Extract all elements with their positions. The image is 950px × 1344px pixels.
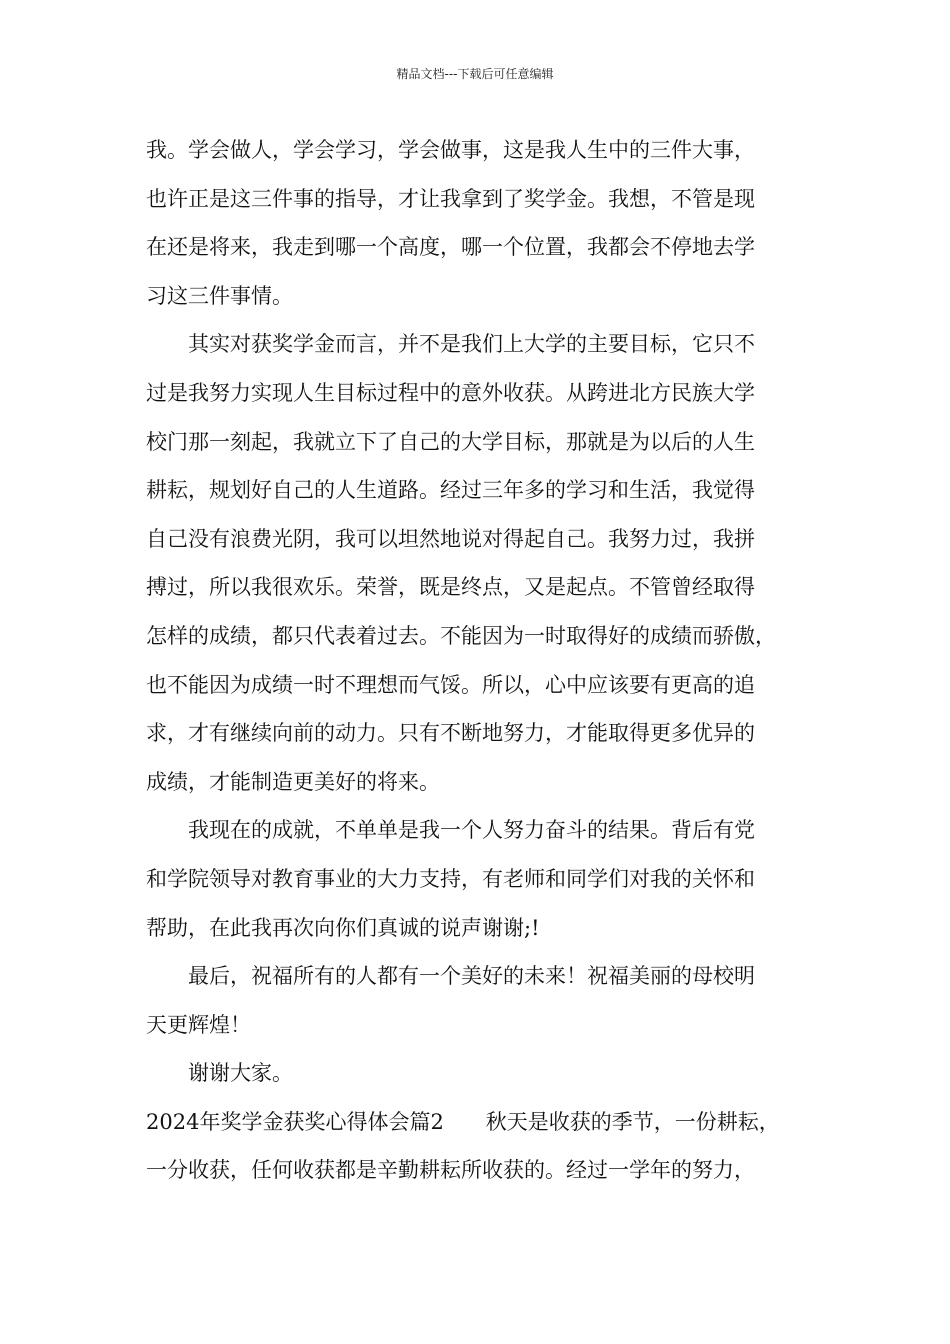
paragraph-6 xyxy=(146,1098,826,1195)
paragraph-4 xyxy=(146,952,826,1049)
page-header: 精品文档---下载后可任意编辑 xyxy=(396,67,554,81)
text-line: 和学院领导对教育事业的大力支持，有老师和同学们对我的关怀和 xyxy=(146,866,755,891)
text-line: 搏过，所以我很欢乐。荣誉，既是终点，又是起点。不管曾经取得 xyxy=(146,575,755,600)
text-line: 其实对获奖学金而言，并不是我们上大学的主要目标，它只不 xyxy=(188,332,755,357)
text-line: 校门那一刻起，我就立下了自己的大学目标，那就是为以后的人生 xyxy=(146,429,755,454)
text-line: 我现在的成就，不单单是我一个人努力奋斗的结果。背后有党 xyxy=(188,818,755,843)
text-line: 2024年奖学金获奖心得体会篇2 秋天是收获的季节，一份耕耘， xyxy=(146,1109,780,1134)
text-line: 求，才有继续向前的动力。只有不断地努力，才能取得更多优异的 xyxy=(146,721,755,746)
text-line: 谢谢大家。 xyxy=(188,1061,293,1086)
text-line: 成绩，才能制造更美好的将来。 xyxy=(146,769,440,794)
text-line: 怎样的成绩，都只代表着过去。不能因为一时取得好的成绩而骄傲， xyxy=(146,623,776,648)
paragraph-3 xyxy=(146,806,826,952)
text-line: 自己没有浪费光阴，我可以坦然地说对得起自己。我努力过，我拼 xyxy=(146,526,755,551)
text-line: 过是我努力实现人生目标过程中的意外收获。从跨进北方民族大学 xyxy=(146,380,755,405)
text-line: 最后，祝福所有的人都有一个美好的未来！祝福美丽的母校明 xyxy=(188,964,755,989)
text-line: 天更辉煌！ xyxy=(146,1012,251,1037)
text-line: 也不能因为成绩一时不理想而气馁。所以，心中应该要有更高的追 xyxy=(146,672,755,697)
paragraph-5 xyxy=(146,1049,826,1098)
paragraph-2 xyxy=(146,320,826,806)
text-line: 在还是将来，我走到哪一个高度，哪一个位置，我都会不停地去学 xyxy=(146,235,755,260)
paragraph-1 xyxy=(146,126,826,320)
text-line: 也许正是这三件事的指导，才让我拿到了奖学金。我想，不管是现 xyxy=(146,186,755,211)
document-body xyxy=(146,126,826,1195)
text-line: 我。学会做人，学会学习，学会做事，这是我人生中的三件大事， xyxy=(146,138,755,162)
text-line: 习这三件事情。 xyxy=(146,283,293,308)
text-line: 耕耘，规划好自己的人生道路。经过三年多的学习和生活，我觉得 xyxy=(146,478,755,503)
text-line: 一分收获，任何收获都是辛勤耕耘所收获的。经过一学年的努力， xyxy=(146,1158,755,1183)
text-line: 帮助，在此我再次向你们真诚的说声谢谢;! xyxy=(146,915,540,940)
